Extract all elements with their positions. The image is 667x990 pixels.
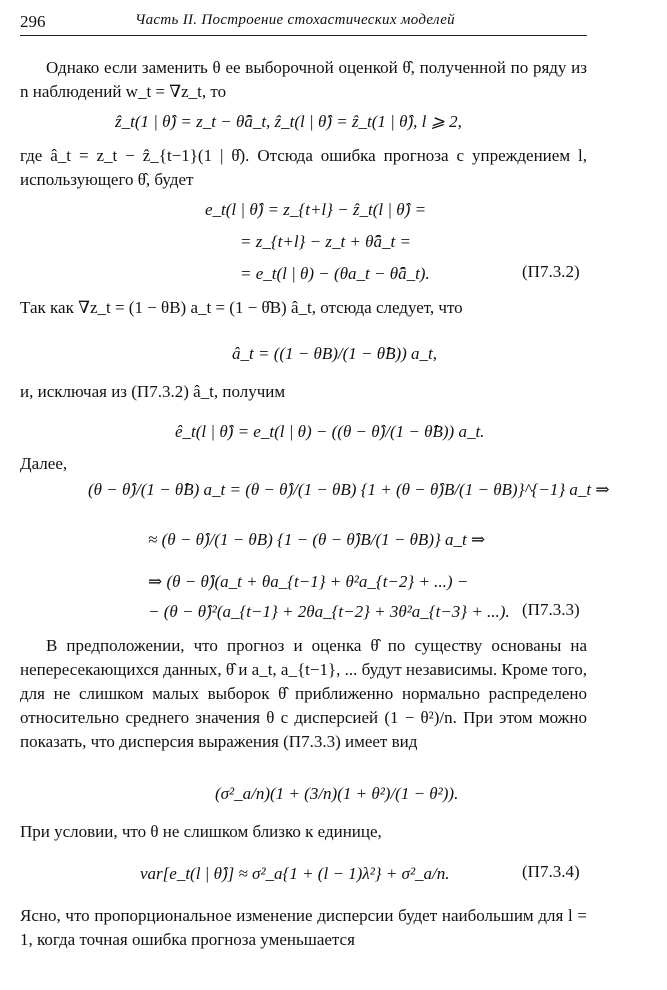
paragraph-3: Так как ∇z_t = (1 − θB) a_t = (1 − θ̂B) â_t, отсюда следует, что xyxy=(20,298,463,317)
paragraph-6: В предположении, что прогноз и оценка θ̂ по существу основаны на непересекающихся данных, θ̂ и a_t, a_{t−1}, ... будут независимы. Кроме того, для не слишком малых выборок θ̂ приближенно нормально распределено относительно среднего значения θ с дисперсией (1 − θ²)/n. При этом можно показать, что дисперсия выражения (П7.3.3) имеет вид xyxy=(20,636,588,751)
equation-2-line-3: = e_t(l | θ) − (θa_t − θ̂â_t). xyxy=(240,264,430,283)
running-title: Часть II. Построение стохастических моделей xyxy=(135,12,455,28)
paragraph-4: и, исключая из (П7.3.2) â_t, получим xyxy=(20,382,286,401)
equation-1: ẑ_t(1 | θ̂) = z_t − θ̂â_t, ẑ_t(l | θ̂) = ẑ_t(1 | θ̂), l ⩾ 2, xyxy=(115,112,462,131)
equation-5-line-4: − (θ − θ̂)²(a_{t−1} + 2θa_{t−2} + 3θ²a_{t−3} + ...). xyxy=(148,602,510,621)
equation-7-number: (П7.3.4) xyxy=(522,862,580,881)
equation-2-line-2: = z_{t+l} − z_t + θ̂â_t = xyxy=(240,232,411,251)
equation-3: â_t = ((1 − θB)/(1 − θ̂B)) a_t, xyxy=(232,344,438,363)
paragraph-7: При условии, что θ не слишком близко к единице, xyxy=(20,822,382,841)
equation-2-line-1: e_t(l | θ̂) = z_{t+l} − ẑ_t(l | θ̂) = xyxy=(205,200,427,219)
equation-7: var[e_t(l | θ̂)] ≈ σ²_a{1 + (l − 1)λ²} + σ²_a/n. xyxy=(140,864,450,883)
header-rule xyxy=(20,35,587,36)
paragraph-2: где â_t = z_t − ẑ_{t−1}(1 | θ̂). Отсюда ошибка прогноза с упреждением l, использующего θ̂, будет xyxy=(20,146,587,189)
paragraph-5: Далее, xyxy=(20,454,68,473)
equation-5-number: (П7.3.3) xyxy=(522,600,580,619)
paragraph-1: Однако если заменить θ ее выборочной оценкой θ̂, полученной по ряду из n наблюдений w_t = ∇z_t, то xyxy=(20,58,587,101)
paragraph-8: Ясно, что пропорциональное изменение дисперсии будет наибольшим для l = 1, когда точная ошибка прогноза уменьшается xyxy=(20,906,587,949)
equation-4: ê_t(l | θ̂) = e_t(l | θ) − ((θ − θ̂)/(1 − θ̂B)) a_t. xyxy=(175,422,485,441)
equation-5-line-2: ≈ (θ − θ̂)/(1 − θB) {1 − (θ − θ̂)B/(1 − θB)} a_t ⇒ xyxy=(148,530,486,549)
equation-2-number: (П7.3.2) xyxy=(522,262,580,281)
page-number: 296 xyxy=(20,12,46,31)
page-header xyxy=(20,12,645,36)
equation-6: (σ²_a/n)(1 + (3/n)(1 + θ²)/(1 − θ²)). xyxy=(215,784,459,803)
equation-5-line-3: ⇒ (θ − θ̂)(a_t + θa_{t−1} + θ²a_{t−2} + ...) − xyxy=(148,572,469,591)
equation-5-line-1: (θ − θ̂)/(1 − θ̂B) a_t = (θ − θ̂)/(1 − θB) {1 + (θ − θ̂)B/(1 − θB)}^{−1} a_t ⇒ xyxy=(88,480,610,499)
